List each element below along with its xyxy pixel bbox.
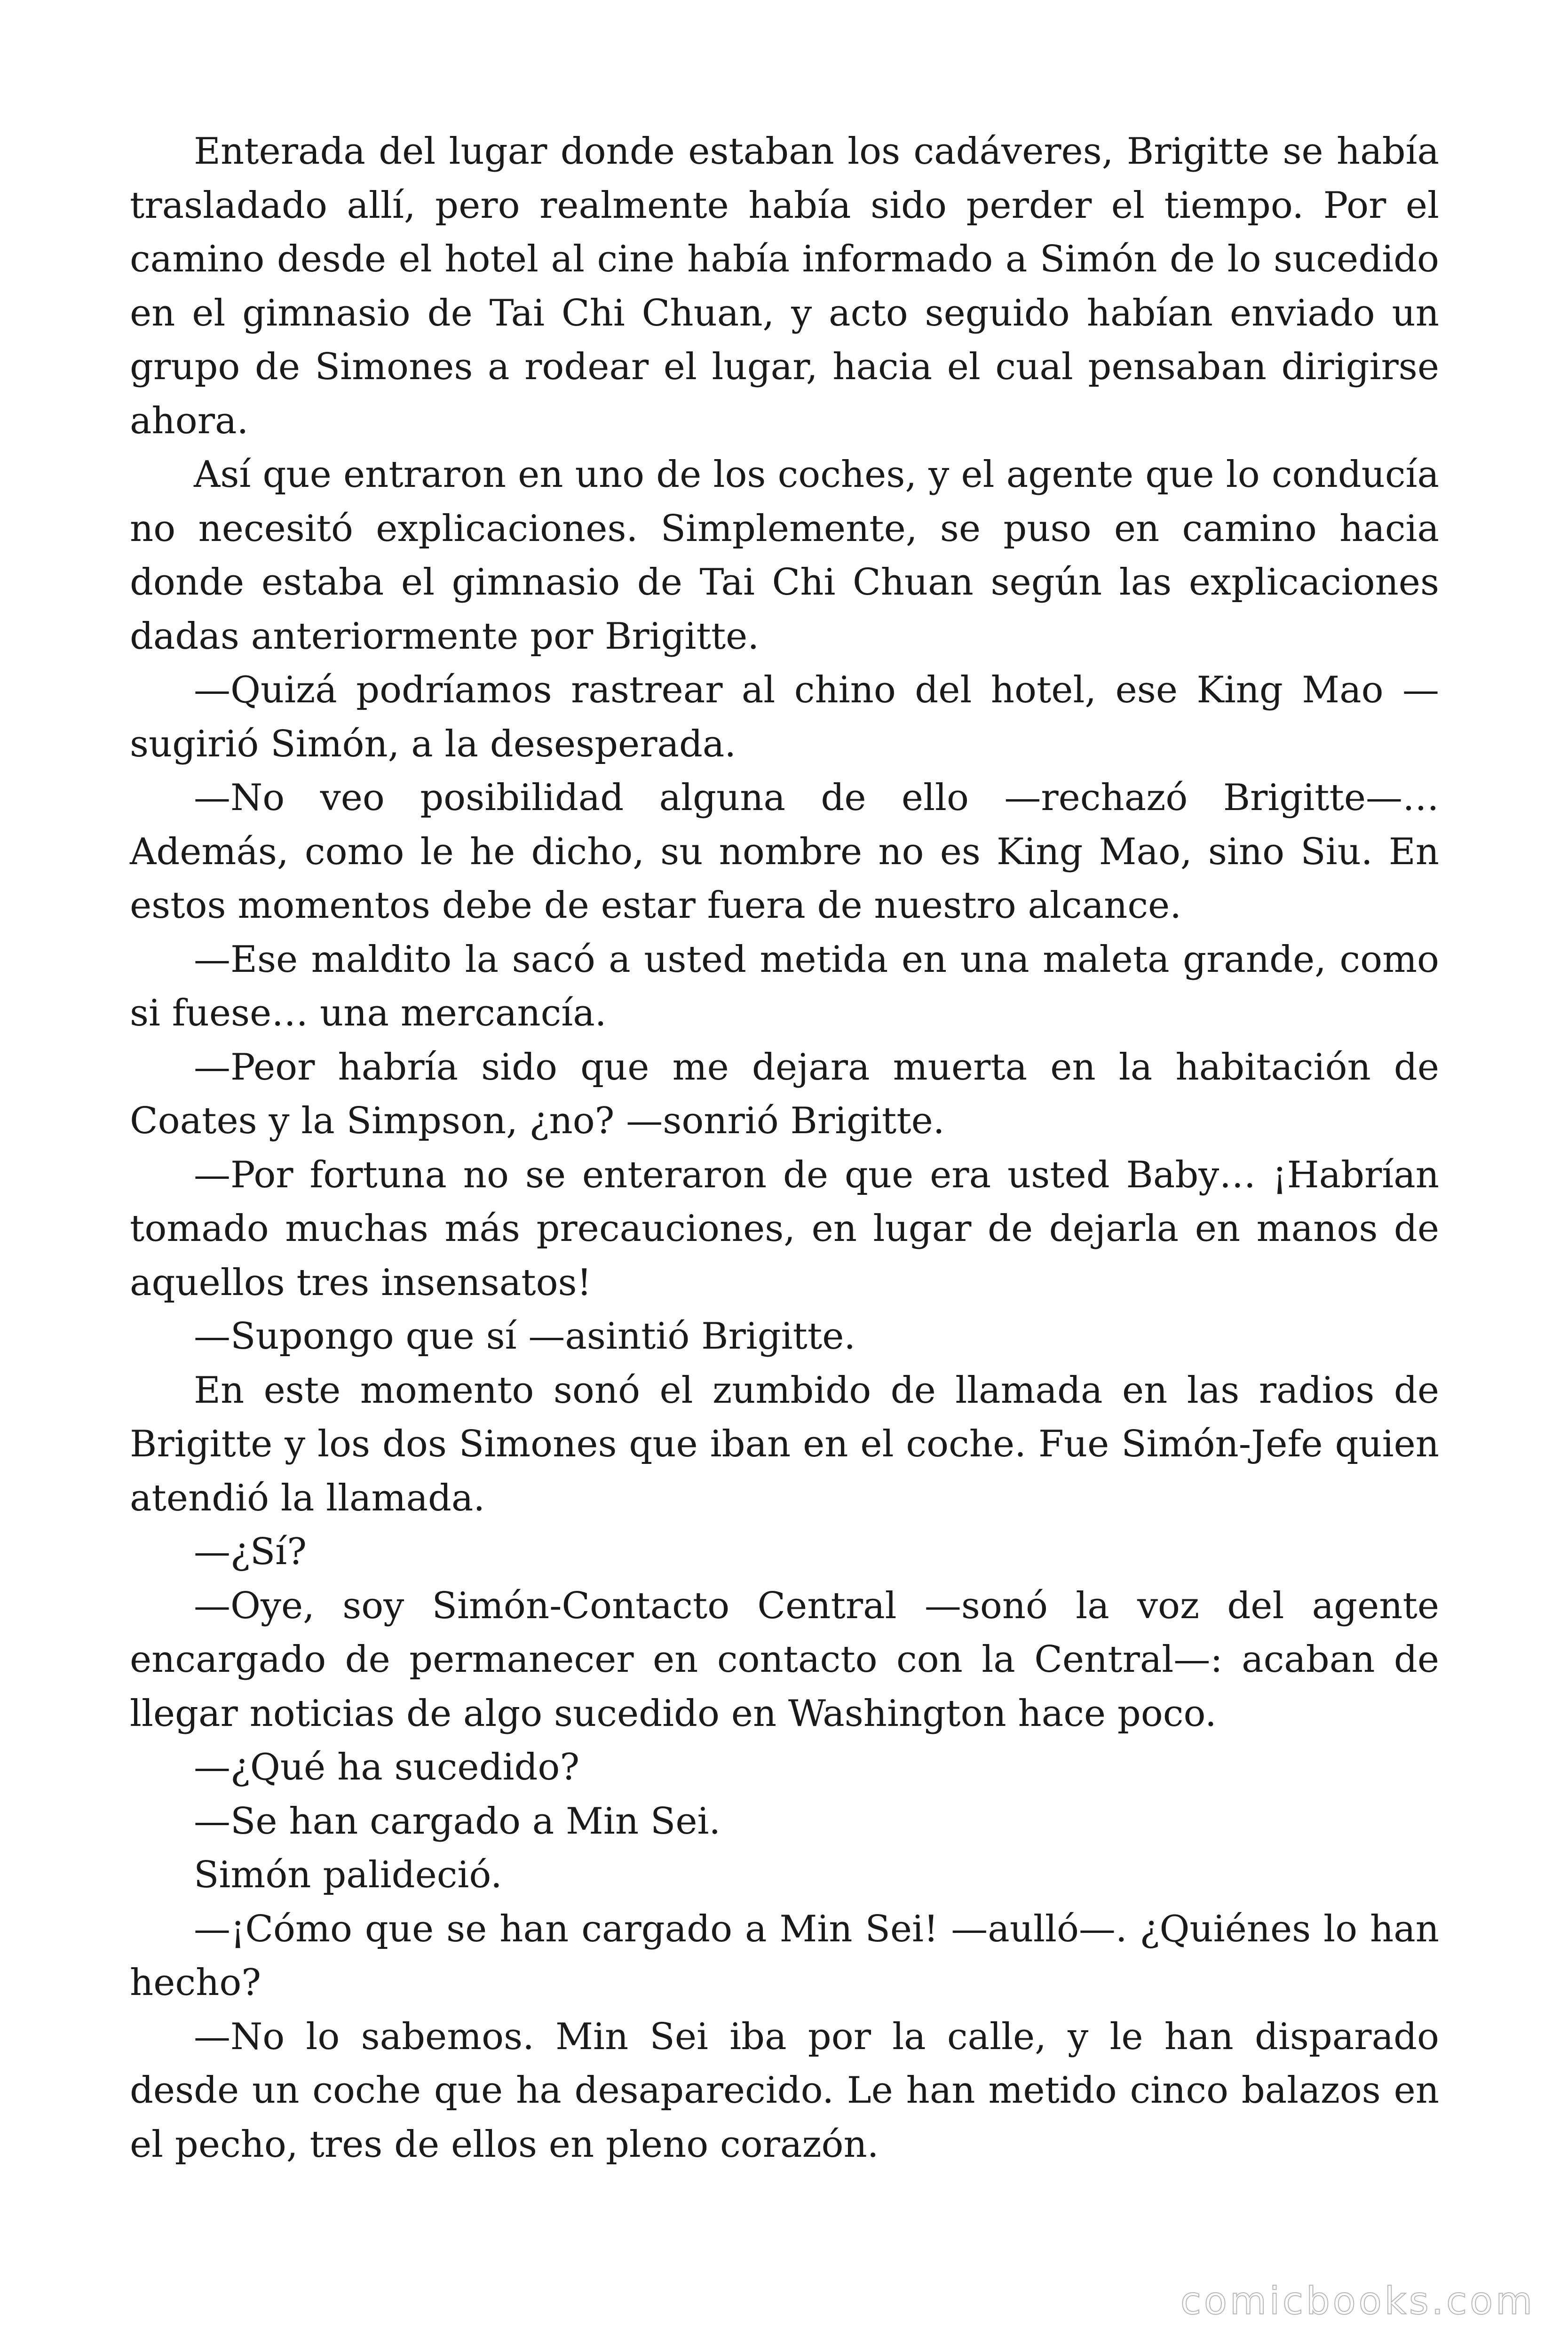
paragraph-9: En este momento sonó el zumbido de llamada en las radios de Brigitte y los dos Simones que iban en el coche. Fue Simón-Jefe quien atendió la llamada.	[130, 1369, 1439, 1519]
paragraph-10: —¿Sí?	[194, 1531, 307, 1573]
paragraph-11: —Oye, soy Simón-Contacto Central —sonó la voz del agente encargado de permanecer en contacto con la Central—: acaban de llegar noticias de algo sucedido en Washington hace poco.	[130, 1584, 1439, 1735]
paragraph-16: —No lo sabemos. Min Sei iba por la calle, y le han disparado desde un coche que ha desaparecido. Le han metido cinco balazos en el pecho, tres de ellos en pleno corazón.	[130, 2015, 1439, 2166]
paragraph-6: —Peor habría sido que me dejara muerta en la habitación de Coates y la Simpson, ¿no? —sonrió Brigitte.	[130, 1046, 1439, 1142]
paragraph-3: —Quizá podríamos rastrear al chino del hotel, ese King Mao — sugirió Simón, a la desesperada.	[130, 669, 1439, 765]
paragraph-5: —Ese maldito la sacó a usted metida en una maleta grande, como si fuese… una mercancía.	[130, 938, 1439, 1034]
paragraph-2: Así que entraron en uno de los coches, y el agente que lo conducía no necesitó explicaciones. Simplemente, se puso en camino hacia donde estaba el gimnasio de Tai Chi Chuan según las explicaciones dadas anteriormente por Brigitte.	[130, 453, 1439, 658]
paragraph-7: —Por fortuna no se enteraron de que era usted Baby… ¡Habrían tomado muchas más precauciones, en lugar de dejarla en manos de aquellos tres insensatos!	[130, 1153, 1439, 1304]
paragraph-12: —¿Qué ha sucedido?	[194, 1746, 580, 1788]
paragraph-1: Enterada del lugar donde estaban los cadáveres, Brigitte se había trasladado allí, pero realmente había sido perder el tiempo. Por el camino desde el hotel al cine había informado a Simón de lo sucedido en el gimnasio de Tai Chi Chuan, y acto seguido habían enviado un grupo de Simones a rodear el lugar, hacia el cual pensaban dirigirse ahora.	[130, 130, 1439, 442]
paragraph-8: —Supongo que sí —asintió Brigitte.	[194, 1315, 856, 1358]
paragraph-15: —¡Cómo que se han cargado a Min Sei! —aulló—. ¿Quiénes lo han hecho?	[130, 1907, 1439, 2004]
paragraph-13: —Se han cargado a Min Sei.	[194, 1800, 721, 1843]
watermark: comicbooks.com	[1180, 2279, 1535, 2323]
paragraph-14: Simón palideció.	[194, 1854, 502, 1896]
page-body	[130, 125, 1439, 2171]
paragraph-4: —No veo posibilidad alguna de ello —rechazó Brigitte—… Además, como le he dicho, su nombre no es King Mao, sino Siu. En estos momentos debe de estar fuera de nuestro alcance.	[130, 777, 1439, 927]
